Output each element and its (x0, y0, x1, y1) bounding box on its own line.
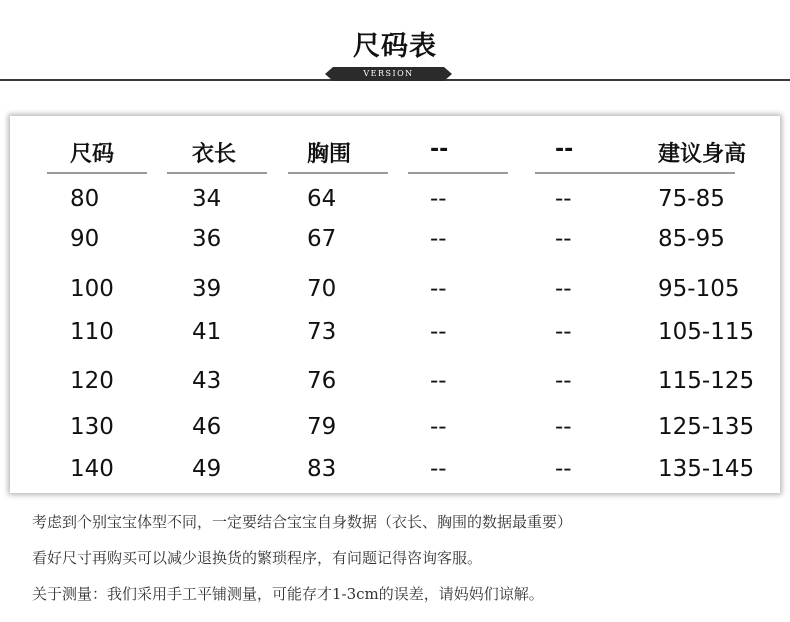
table-cell: 76 (307, 368, 337, 394)
table-cell: 73 (307, 319, 337, 345)
table-cell: -- (430, 226, 447, 252)
table-cell: 105-115 (658, 319, 755, 345)
table-cell: -- (555, 456, 572, 482)
column-header: 衣长 (192, 142, 237, 167)
table-cell: -- (555, 186, 572, 212)
header-underline (408, 172, 508, 174)
header-underline (535, 172, 635, 174)
column-header: 尺码 (70, 142, 115, 167)
table-cell: -- (555, 368, 572, 394)
header-underline (288, 172, 388, 174)
table-cell: 95-105 (658, 276, 740, 302)
table-cell: 64 (307, 186, 337, 212)
table-cell: -- (430, 414, 447, 440)
table-cell: -- (430, 276, 447, 302)
table-cell: -- (555, 276, 572, 302)
table-cell: 110 (70, 319, 114, 345)
header-underline (47, 172, 147, 174)
column-header: 胸围 (307, 142, 352, 167)
table-cell: 120 (70, 368, 114, 394)
table-cell: 75-85 (658, 186, 725, 212)
ribbon-left-tip (325, 67, 333, 81)
table-cell: 70 (307, 276, 337, 302)
page-title: 尺码表 (353, 31, 437, 62)
column-header: -- (430, 137, 449, 162)
note-body-difference: 考虑到个别宝宝体型不同，一定要结合宝宝自身数据（衣长、胸围的数据最重要） (32, 513, 573, 531)
ribbon-right-tip (444, 67, 452, 81)
table-cell: 80 (70, 186, 100, 212)
table-cell: 34 (192, 186, 222, 212)
table-cell: 85-95 (658, 226, 725, 252)
table-cell: 83 (307, 456, 337, 482)
header-underline (635, 172, 735, 174)
table-cell: -- (430, 456, 447, 482)
table-cell: 125-135 (658, 414, 755, 440)
table-cell: 67 (307, 226, 337, 252)
note-measure-before-buying: 看好尺寸再购买可以减少退换货的繁琐程序，有问题记得咨询客服。 (32, 549, 483, 567)
table-cell: 140 (70, 456, 114, 482)
table-cell: 100 (70, 276, 114, 302)
table-cell: 49 (192, 456, 222, 482)
table-cell: -- (430, 319, 447, 345)
table-cell: 79 (307, 414, 337, 440)
table-cell: -- (430, 368, 447, 394)
note-measurement-error: 关于测量：我们采用手工平铺测量，可能存才1-3cm的误差，请妈妈们谅解。 (32, 585, 544, 603)
table-cell: -- (555, 319, 572, 345)
table-cell: 41 (192, 319, 222, 345)
version-ribbon: VERSION (333, 67, 444, 81)
header-underline (167, 172, 267, 174)
table-cell: -- (555, 226, 572, 252)
table-cell: 36 (192, 226, 222, 252)
size-table-card (10, 116, 780, 493)
table-cell: 46 (192, 414, 222, 440)
table-cell: 130 (70, 414, 114, 440)
table-cell: 90 (70, 226, 100, 252)
column-header: -- (555, 137, 574, 162)
table-cell: 43 (192, 368, 222, 394)
table-cell: -- (430, 186, 447, 212)
table-cell: -- (555, 414, 572, 440)
table-cell: 115-125 (658, 368, 755, 394)
table-cell: 39 (192, 276, 222, 302)
column-header: 建议身高 (658, 142, 747, 167)
table-cell: 135-145 (658, 456, 755, 482)
